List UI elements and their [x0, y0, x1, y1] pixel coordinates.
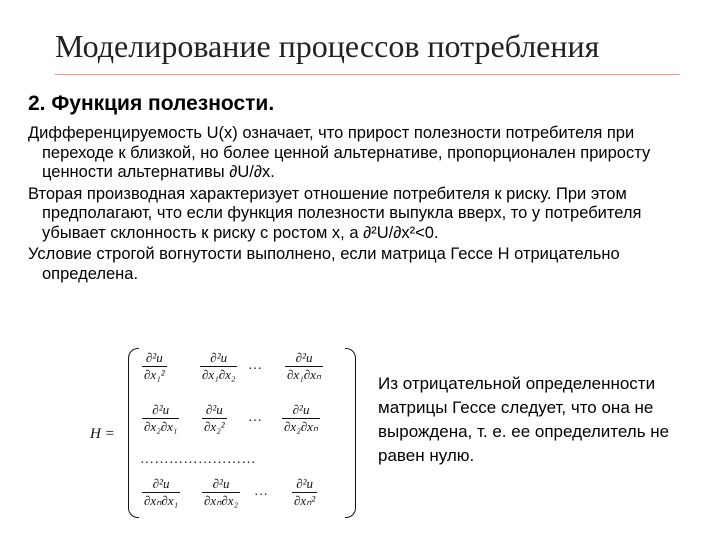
paragraph-differentiability: Дифференцируемость U(x) означает, что прирост полезности потребителя при переходе к близкой, но более ценной альтернативе, пропорционален приросту ценности альтернативы ∂U/∂x.	[28, 124, 651, 181]
cell-numerator: ∂²u	[202, 476, 240, 493]
cell-numerator: ∂²u	[202, 402, 227, 419]
cell-denominator: ∂xₙ²	[294, 493, 316, 508]
hessian-matrix	[90, 342, 360, 522]
cell-numerator: ∂²u	[200, 350, 237, 367]
slide-title: Моделирование процессов потребления	[55, 28, 600, 64]
matrix-cell	[282, 402, 320, 435]
cell-numerator: ∂²u	[142, 476, 180, 493]
matrix-cell	[200, 350, 237, 383]
cell-numerator: ∂²u	[292, 476, 317, 493]
matrix-cell	[142, 476, 180, 509]
cell-denominator: ∂x₂∂xₙ	[284, 419, 319, 434]
matrix-ellipsis: …	[254, 484, 268, 499]
matrix-cell	[285, 350, 323, 383]
cell-denominator: ∂x₁∂xₙ	[287, 367, 322, 382]
matrix-left-bracket	[128, 348, 139, 518]
paragraph-concavity: Условие строгой вогнутости выполнено, если матрица Гессе H отрицательно определена.	[28, 245, 620, 283]
matrix-ellipsis: …	[248, 410, 262, 425]
hessian-note: Из отрицательной определенности матрицы Гессе следует, что она не вырождена, т. е. ее определитель не равен нулю.	[378, 374, 670, 465]
matrix-cell	[142, 350, 167, 383]
cell-denominator: ∂x₂∂x₁	[144, 419, 178, 434]
matrix-row-dots: ……………………	[140, 452, 256, 467]
matrix-cell	[202, 476, 240, 509]
paragraph-second-derivative: Вторая производная характеризует отношение потребителя к риску. При этом предполагают, что если функция полезности выпукла вверх, то у потребителя убывает склонность к риску с ростом x, а ∂²U/∂x²<0.	[28, 184, 642, 242]
cell-numerator: ∂²u	[282, 402, 320, 419]
section-heading: 2. Функция полезности.	[28, 92, 275, 115]
matrix-ellipsis: …	[248, 358, 262, 373]
cell-numerator: ∂²u	[142, 350, 167, 367]
title-divider	[55, 74, 680, 75]
cell-denominator: ∂xₙ∂x₂	[204, 493, 239, 508]
matrix-cell	[142, 402, 179, 435]
cell-denominator: ∂xₙ∂x₁	[144, 493, 179, 508]
matrix-right-bracket	[345, 348, 356, 518]
cell-denominator: ∂x₁∂x₂	[202, 367, 236, 382]
cell-numerator: ∂²u	[142, 402, 179, 419]
cell-denominator: ∂x₂²	[204, 419, 225, 434]
hessian-label: H =	[90, 426, 115, 442]
matrix-cell	[202, 402, 227, 435]
cell-denominator: ∂x₁²	[144, 367, 165, 382]
cell-numerator: ∂²u	[285, 350, 323, 367]
body-text	[28, 124, 698, 286]
matrix-cell	[292, 476, 317, 509]
